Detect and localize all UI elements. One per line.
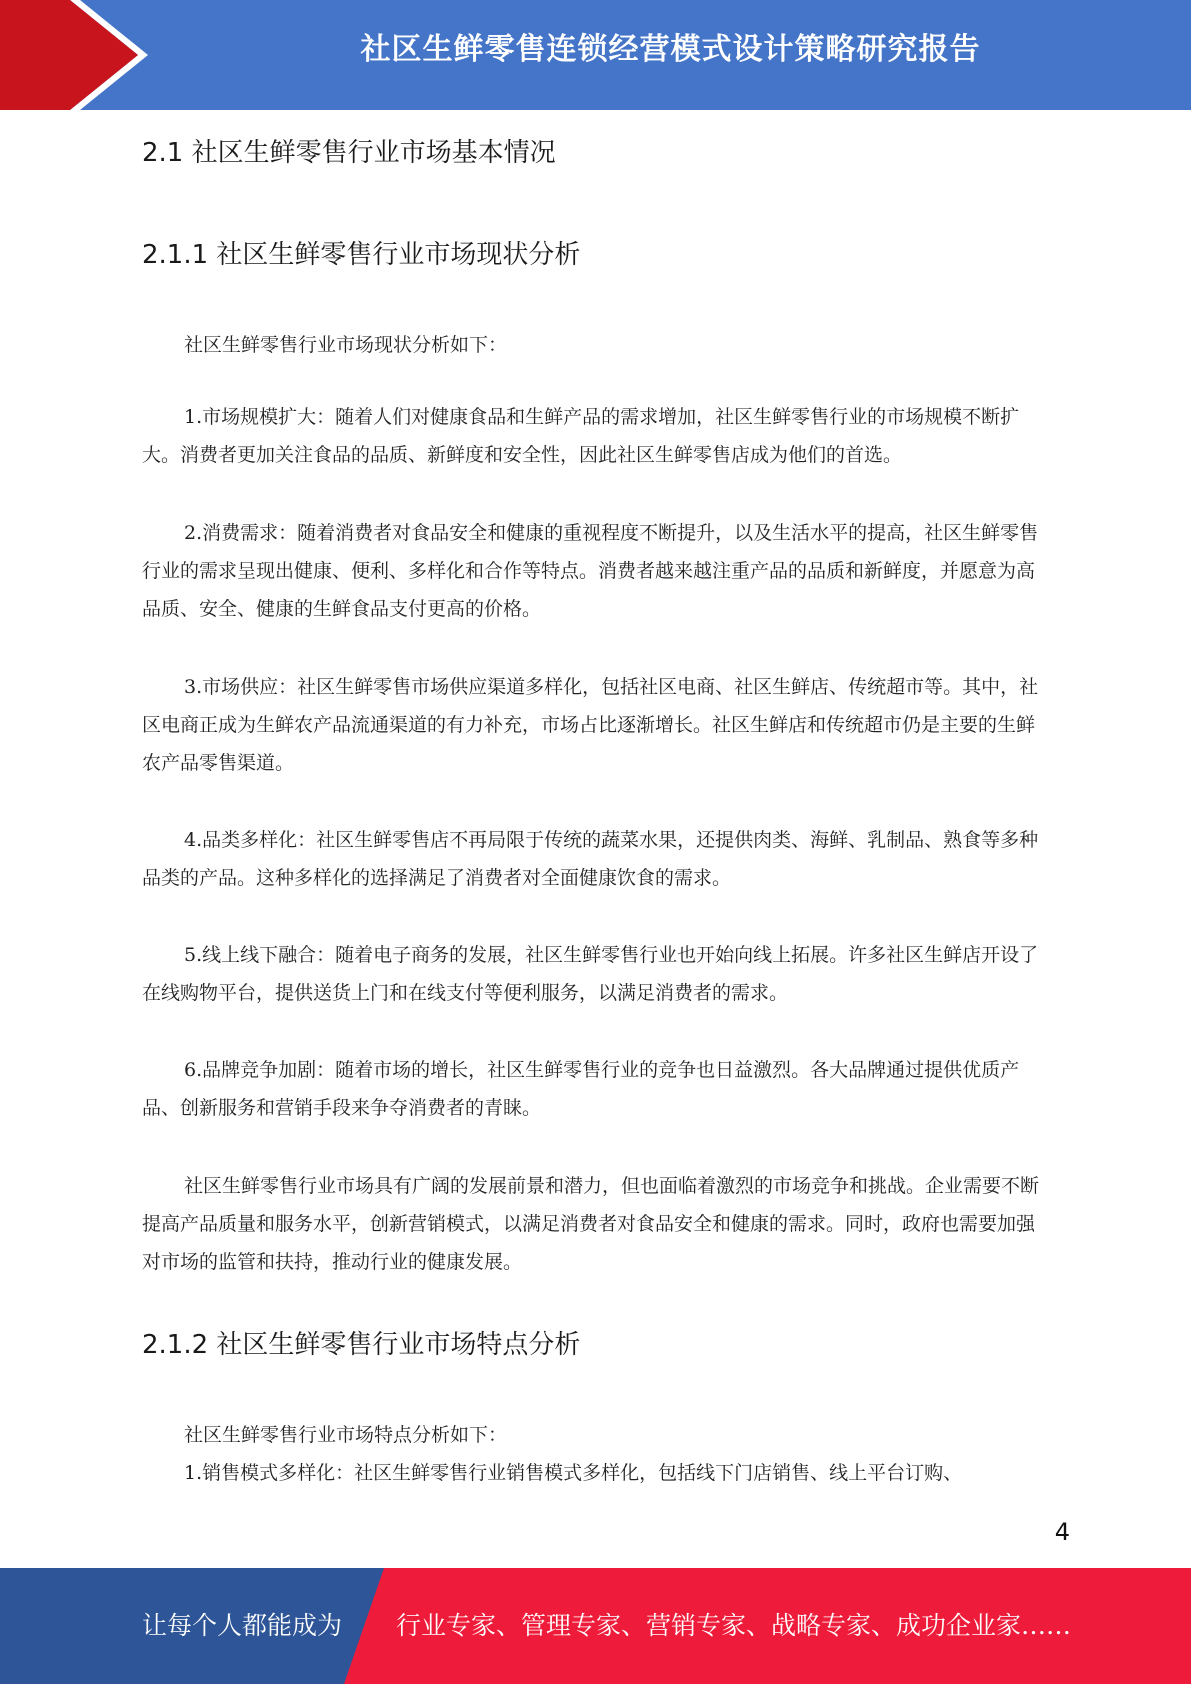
paragraph: 6.品牌竞争加剧：随着市场的增长，社区生鲜零售行业的竞争也日益激烈。各大品牌通过提供优质产品、创新服务和营销手段来争夺消费者的青睐。 xyxy=(142,1059,1020,1119)
paragraph: 社区生鲜零售行业市场具有广阔的发展前景和潜力，但也面临着激烈的市场竞争和挑战。企业需要不断提高产品质量和服务水平，创新营销模式，以满足消费者对食品安全和健康的需求。同时，政府也需要加强对市场的监管和扶持，推动行业的健康发展。 xyxy=(142,1175,1040,1273)
paragraph: 5.线上线下融合：随着电子商务的发展，社区生鲜零售行业也开始向线上拓展。许多社区生鲜店开设了在线购物平台，提供送货上门和在线支付等便利服务，以满足消费者的需求。 xyxy=(142,944,1039,1004)
page-header-banner xyxy=(0,0,1191,110)
section-heading-2-1: 2.1 社区生鲜零售行业市场基本情况 xyxy=(142,138,556,168)
paragraph: 社区生鲜零售行业市场特点分析如下： xyxy=(184,1424,508,1446)
footer-slogan-right: 行业专家、管理专家、营销专家、战略专家、成功企业家…… xyxy=(396,1611,1072,1640)
report-title: 社区生鲜零售连锁经营模式设计策略研究报告 xyxy=(360,32,981,67)
paragraph: 1.市场规模扩大：随着人们对健康食品和生鲜产品的需求增加，社区生鲜零售行业的市场规模不断扩大。消费者更加关注食品的品质、新鲜度和安全性，因此社区生鲜零售店成为他们的首选。 xyxy=(142,406,1020,466)
paragraph: 4.品类多样化：社区生鲜零售店不再局限于传统的蔬菜水果，还提供肉类、海鲜、乳制品、熟食等多种品类的产品。这种多样化的选择满足了消费者对全面健康饮食的需求。 xyxy=(142,829,1039,889)
section-heading-2-1-2: 2.1.2 社区生鲜零售行业市场特点分析 xyxy=(142,1330,581,1360)
page-number: 4 xyxy=(1054,1518,1070,1546)
section-heading-2-1-1: 2.1.1 社区生鲜零售行业市场现状分析 xyxy=(142,240,581,270)
page-footer-banner xyxy=(0,1568,1191,1684)
paragraph: 3.市场供应：社区生鲜零售市场供应渠道多样化，包括社区电商、社区生鲜店、传统超市等。其中，社区电商正成为生鲜农产品流通渠道的有力补充，市场占比逐渐增长。社区生鲜店和传统超市仍是主要的生鲜农产品零售渠道。 xyxy=(142,676,1039,774)
paragraph: 社区生鲜零售行业市场现状分析如下： xyxy=(184,334,508,356)
paragraph: 2.消费需求：随着消费者对食品安全和健康的重视程度不断提升，以及生活水平的提高，社区生鲜零售行业的需求呈现出健康、便利、多样化和合作等特点。消费者越来越注重产品的品质和新鲜度，并愿意为高品质、安全、健康的生鲜食品支付更高的价格。 xyxy=(142,522,1039,620)
paragraph: 1.销售模式多样化：社区生鲜零售行业销售模式多样化，包括线下门店销售、线上平台订购、 xyxy=(184,1462,963,1484)
footer-slogan-left: 让每个人都能成为 xyxy=(142,1611,343,1640)
